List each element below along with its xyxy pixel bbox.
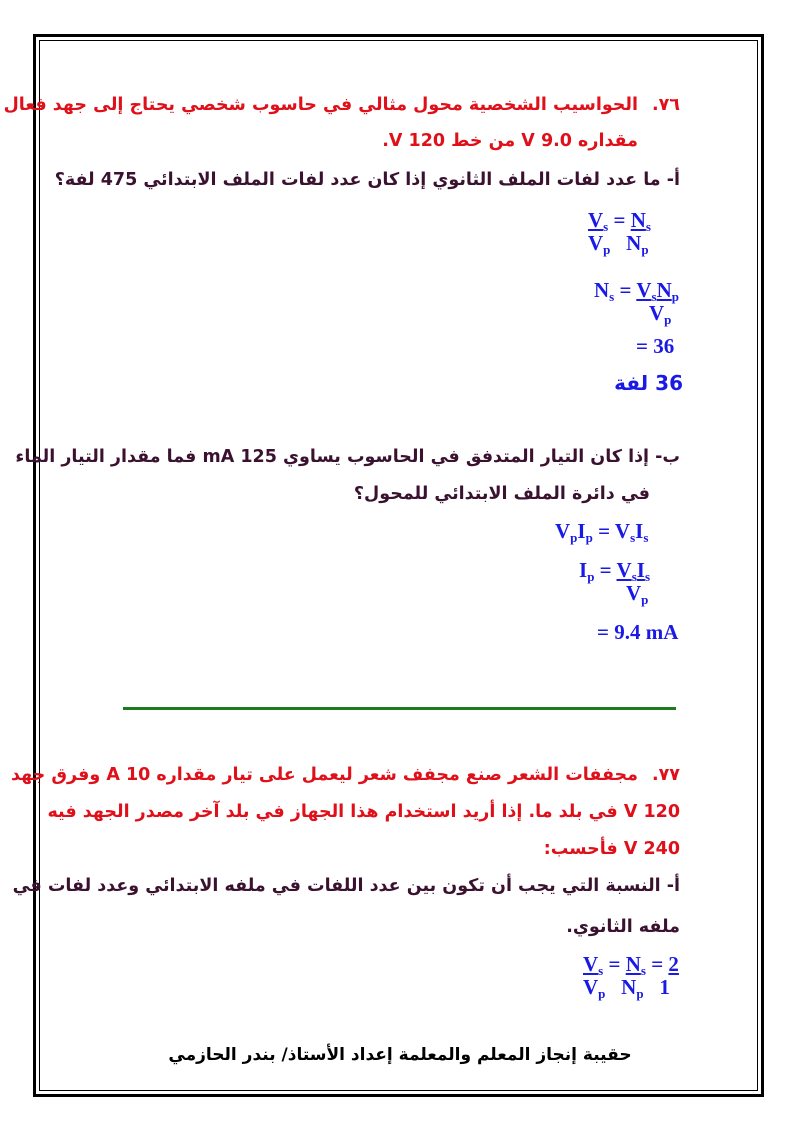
q76-line2: مقداره 9.0 V من خط 120 V.: [382, 131, 638, 151]
q76-part-a: أ- ما عدد لفات الملف الثانوي إذا كان عدد لفات الملف الابتدائي 475 لفة؟: [54, 170, 680, 190]
q76-ratio-formula: $V_s = N_s$ $V_p$ $N_p$: [588, 208, 651, 257]
q77-ratio-formula: $V_s = N_s = 2$ $V_p$ $N_p$ 1: [583, 952, 679, 1001]
q77-number: ٧٧.: [651, 765, 680, 785]
q76-number: ٧٦.: [651, 95, 680, 115]
q76-line1: الحواسيب الشخصية محول مثالي في حاسوب شخصي يحتاج إلى جهد فعال: [3, 95, 638, 115]
q76-ns-formula: $N_s = V_sN_p$ $V_p$: [594, 278, 679, 327]
q76-part-b-line2: في دائرة الملف الابتدائي للمحول؟: [353, 484, 650, 504]
q77-line3: 240 V فأحسب:: [543, 839, 680, 859]
q77-part-a-line2: ملفه الثانوي.: [566, 917, 680, 937]
q77-part-a-line1: أ- النسبة التي يجب أن تكون بين عدد اللفات في ملفه الابتدائي وعدد لفات في: [12, 876, 680, 896]
q76-power-equation: $V_pI_p = V_sI_s$: [555, 519, 649, 545]
q77-line2: 120 V في بلد ما. إذا أريد استخدام هذا الجهاز في بلد آخر مصدر الجهد فيه: [47, 802, 680, 822]
q77-line1: مجففات الشعر صنع مجفف شعر ليعمل على تيار مقداره 10 A وفرق جهد: [10, 765, 638, 785]
page-footer: حقيبة إنجاز المعلم والمعلمة إعداد الأستاذ/ بندر الحازمي: [168, 1045, 632, 1065]
section-divider: [123, 707, 676, 710]
q76-answer-a: 36 لفة: [614, 371, 683, 395]
q76-result-b: = 9.4 mA: [597, 620, 679, 644]
q76-result-a: = 36: [636, 334, 675, 358]
q76-part-b-line1: ب- إذا كان التيار المتدفق في الحاسوب يساوي 125 mA فما مقدار التيار الماء: [15, 447, 680, 467]
q76-ip-formula: $I_p = V_sI_s$ $V_p$: [579, 558, 650, 607]
